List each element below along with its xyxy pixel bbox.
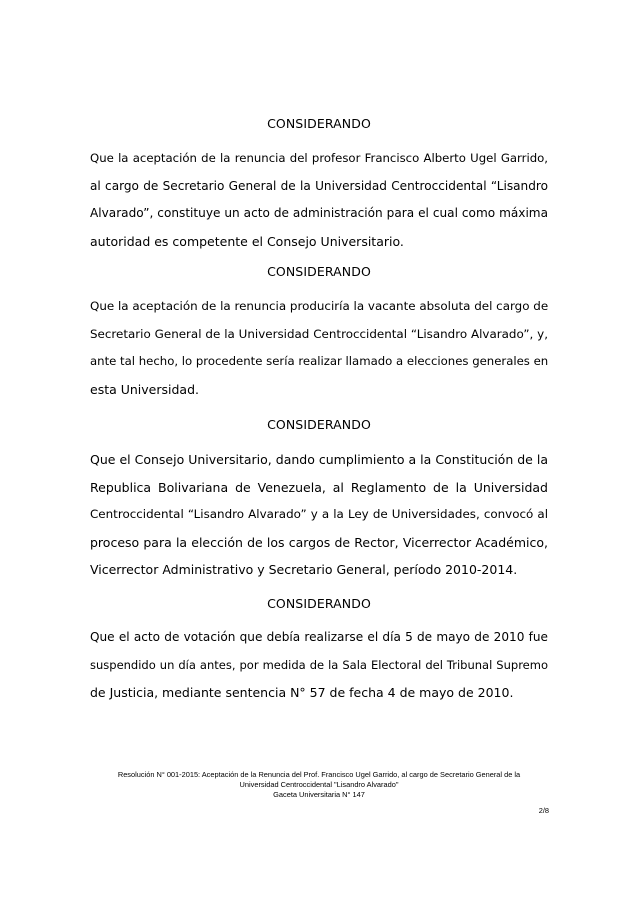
paragraph-line: ante tal hecho, lo procedente sería realizar llamado a elecciones generales en: [90, 354, 549, 369]
footer-gazette-line: Gaceta Universitaria N° 147: [273, 790, 365, 799]
paragraph-line: proceso para la elección de los cargos de Rector, Vicerrector Académico,: [90, 534, 548, 550]
paragraph-line: Alvarado”, constituye un acto de administración para el cual como máxima: [90, 206, 548, 221]
footer-resolution-line: Resolución N° 001-2015: Aceptación de la Renuncia del Prof. Francisco Ugel Garrido, al cargo de Secretario General de la: [117, 770, 521, 779]
section-heading-2: CONSIDERANDO: [267, 264, 371, 279]
paragraph-line: Vicerrector Administrativo y Secretario General, período 2010-2014.: [90, 562, 518, 578]
section-paragraph-1: [90, 145, 548, 255]
section-paragraph-3: [90, 446, 548, 584]
paragraph-line: esta Universidad.: [90, 381, 199, 397]
section-heading-3: CONSIDERANDO: [267, 417, 371, 432]
section-paragraph-2: [90, 293, 548, 403]
paragraph-line: Que la aceptación de la renuncia del profesor Francisco Alberto Ugel Garrido,: [90, 151, 548, 165]
paragraph-line: Secretario General de la Universidad Centroccidental “Lisandro Alvarado”, y,: [90, 326, 548, 341]
paragraph-line: suspendido un día antes, por medida de la Sala Electoral del Tribunal Supremo: [90, 657, 548, 672]
section-paragraph-4: [90, 624, 548, 707]
section-heading-4: CONSIDERANDO: [267, 596, 371, 611]
page-number: 2/8: [538, 806, 549, 815]
page-footer: [90, 770, 548, 800]
paragraph-line: de Justicia, mediante sentencia N° 57 de fecha 4 de mayo de 2010.: [90, 685, 514, 701]
paragraph-line: Republica Bolivariana de Venezuela, al Reglamento de la Universidad: [90, 479, 548, 495]
paragraph-line: autoridad es competente el Consejo Universitario.: [90, 233, 404, 249]
paragraph-line: al cargo de Secretario General de la Universidad Centroccidental “Lisandro: [90, 178, 548, 193]
paragraph-line: Que el acto de votación que debía realizarse el día 5 de mayo de 2010 fue: [90, 630, 548, 644]
paragraph-line: Que el Consejo Universitario, dando cumplimiento a la Constitución de la: [90, 452, 548, 467]
footer-university-line: Universidad Centroccidental "Lisandro Alvarado": [239, 780, 399, 789]
paragraph-line: Que la aceptación de la renuncia produciría la vacante absoluta del cargo de: [90, 299, 549, 313]
paragraph-line: Centroccidental “Lisandro Alvarado” y a la Ley de Universidades, convocó al: [90, 507, 548, 522]
section-heading-1: CONSIDERANDO: [267, 116, 371, 131]
